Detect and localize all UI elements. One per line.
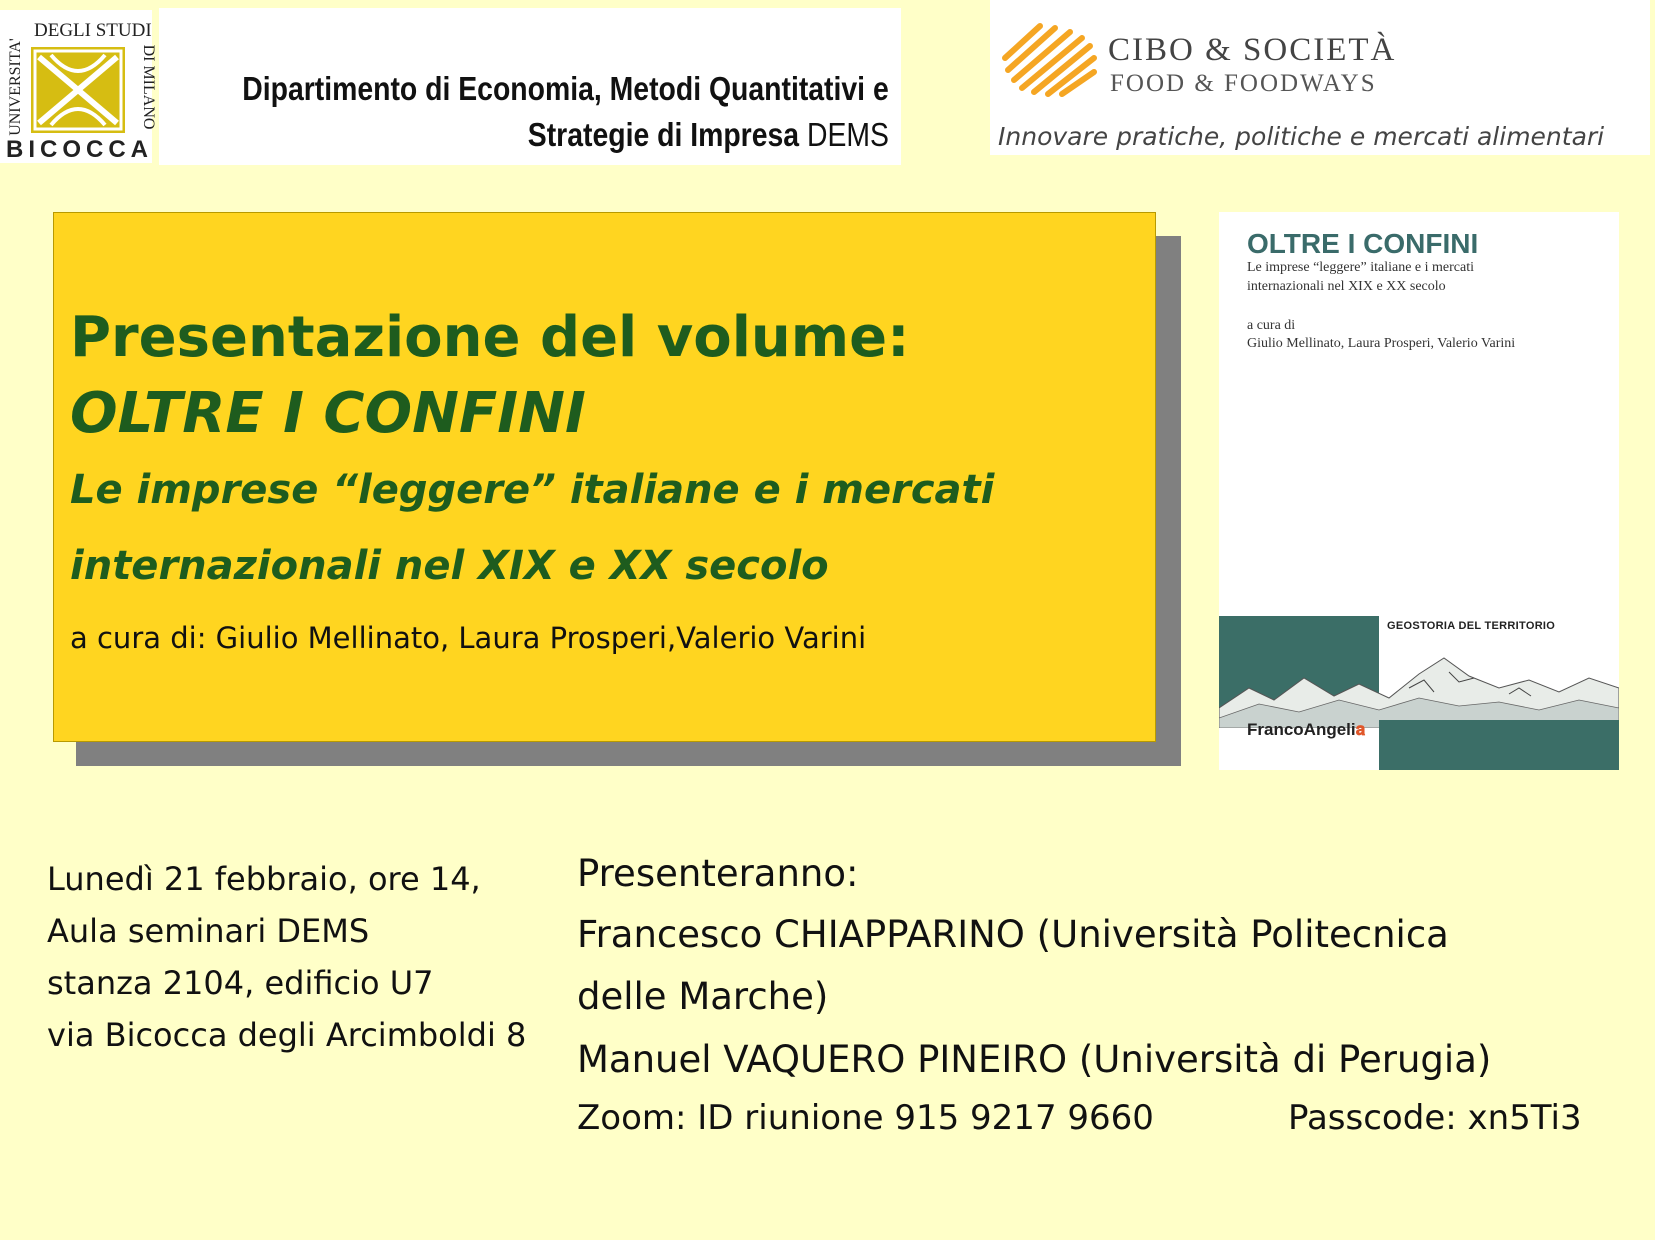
- cover-subtitle-line2: internazionali nel XIX e XX secolo: [1247, 279, 1446, 294]
- bicocca-logo: [0, 10, 157, 163]
- cibo-title: CIBO & SOCIETÀ: [1108, 32, 1397, 68]
- event-date: Lunedì 21 febbraio, ore 14,: [47, 860, 481, 898]
- publisher-name: FrancoAngeli: [1247, 720, 1356, 739]
- department-name-line1: Dipartimento di Economia, Metodi Quantitativi e: [242, 70, 889, 107]
- bicocca-left-text: UNIVERSITA': [7, 38, 24, 136]
- department-name-bold: Strategie di Impresa: [527, 116, 800, 153]
- cibo-societa-logo: [990, 0, 1650, 155]
- cover-subtitle-line1: Le imprese “leggere” italiane e i mercati: [1247, 260, 1474, 275]
- zoom-passcode: Passcode: xn5Ti3: [1288, 1098, 1582, 1138]
- open-access-icon: 𝐚: [1355, 720, 1366, 739]
- book-title: OLTRE I CONFINI: [70, 381, 586, 446]
- event-address: via Bicocca degli Arcimboldi 8: [47, 1016, 527, 1054]
- bicocca-right-text: DI MILANO: [140, 44, 157, 130]
- bicocca-bottom-text: BICOCCA: [6, 136, 153, 163]
- presentation-heading: Presentazione del volume:: [70, 305, 910, 370]
- cibo-subtitle: FOOD & FOODWAYS: [1110, 70, 1377, 97]
- zoom-meeting-id: Zoom: ID riunione 915 9217 9660: [577, 1098, 1154, 1138]
- presenters-heading: Presenteranno:: [577, 852, 859, 895]
- bicocca-top-text: DEGLI STUDI: [34, 20, 152, 41]
- event-room: Aula seminari DEMS: [47, 912, 370, 950]
- department-name-line2: [528, 116, 889, 154]
- cover-cura: a cura di: [1247, 318, 1296, 333]
- cover-editors: Giulio Mellinato, Laura Prosperi, Valerio Varini: [1247, 336, 1516, 351]
- title-box: [53, 212, 1156, 742]
- cibo-wave-icon: [1000, 18, 1100, 98]
- presenter-1-line1: Francesco CHIAPPARINO (Università Politecnica: [577, 913, 1449, 956]
- presenter-2: Manuel VAQUERO PINEIRO (Università di Perugia): [577, 1038, 1492, 1081]
- cover-publisher: [1247, 720, 1365, 740]
- book-cover: [1219, 212, 1619, 770]
- presenter-1-line2: delle Marche): [577, 975, 829, 1018]
- book-editors: a cura di: Giulio Mellinato, Laura Prosperi,Valerio Varini: [70, 621, 867, 655]
- event-location: stanza 2104, edificio U7: [47, 964, 434, 1002]
- cover-color-block-right: [1379, 720, 1619, 770]
- department-header: [159, 8, 901, 165]
- mountain-illustration-icon: [1219, 648, 1619, 728]
- bicocca-emblem-icon: [31, 47, 125, 133]
- book-subtitle-line2: internazionali nel XIX e XX secolo: [70, 543, 829, 589]
- cibo-tagline: Innovare pratiche, politiche e mercati alimentari: [998, 122, 1605, 151]
- cover-series: GEOSTORIA DEL TERRITORIO: [1387, 620, 1556, 632]
- cover-title: OLTRE I CONFINI: [1247, 228, 1479, 259]
- book-subtitle-line1: Le imprese “leggere” italiane e i mercati: [70, 467, 995, 513]
- department-acronym: DEMS: [807, 116, 889, 153]
